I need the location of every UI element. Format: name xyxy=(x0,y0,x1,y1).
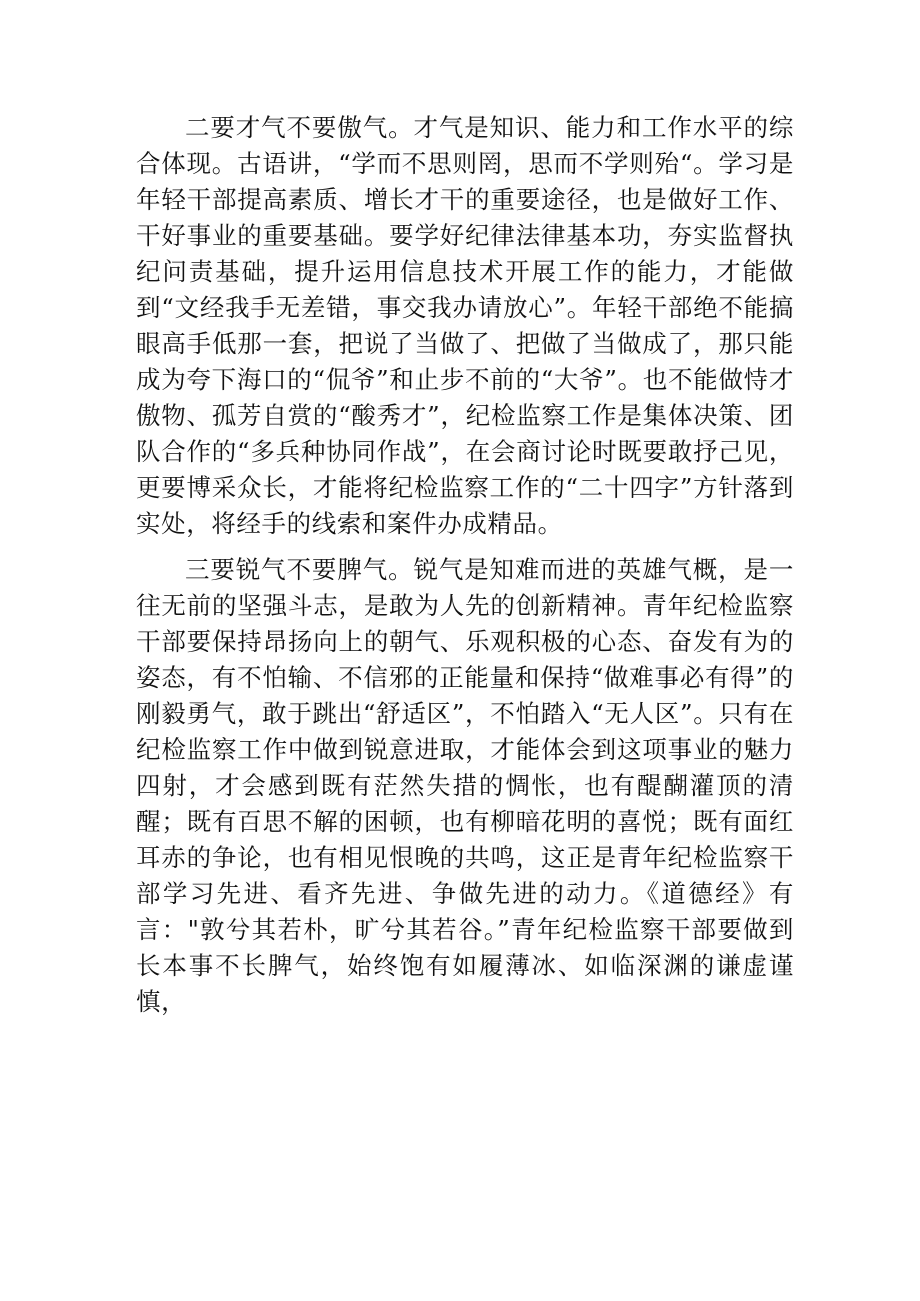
paragraph-talent: 二要才气不要傲气。才气是知识、能力和工作水平的综合体现。古语讲，“学而不思则罔，思而不学则殆“。学习是年轻干部提高素质、增长才干的重要途径，也是做好工作、干好事业的重要基础。要学好纪律法律基本功，夯实监督执纪问责基础，提升运用信息技术开展工作的能力，才能做到“文经我手无差错，事交我办请放心”。年轻干部绝不能搞眼高手低那一套，把说了当做了、把做了当做成了，那只能成为夸下海口的“侃爷”和止步不前的“大爷”。也不能做恃才傲物、孤芳自赏的“酸秀才”，纪检监察工作是集体决策、团队合作的“多兵种协同作战”，在会商讨论时既要敢抒己见，更要博采众长，才能将纪检监察工作的“二十四字”方针落到实处，将经手的线索和案件办成精品。 xyxy=(136,113,794,538)
paragraph-spirit: 三要锐气不要脾气。锐气是知难而进的英雄气概，是一往无前的坚强斗志，是敢为人先的创新精神。青年纪检监察干部要保持昂扬向上的朝气、乐观积极的心态、奋发有为的姿态，有不怕输、不信邪的正能量和保持“做难事必有得”的刚毅勇气，敢于跳出“舒适区”，不怕踏入“无人区”。只有在纪检监察工作中做到锐意进取，才能体会到这项事业的魅力四射，才会感到既有茫然失措的惆怅，也有醍醐灌顶的清醒；既有百思不解的困顿，也有柳暗花明的喜悦；既有面红耳赤的争论，也有相见恨晚的共鸣，这正是青年纪检监察干部学习先进、看齐先进、争做先进的动力。《道德经》有言："敦兮其若朴，旷兮其若谷。”青年纪检监察干部要做到长本事不长脾气，始终饱有如履薄冰、如临深渊的谦虚谨慎， xyxy=(136,555,794,1016)
document-body xyxy=(136,110,794,1030)
